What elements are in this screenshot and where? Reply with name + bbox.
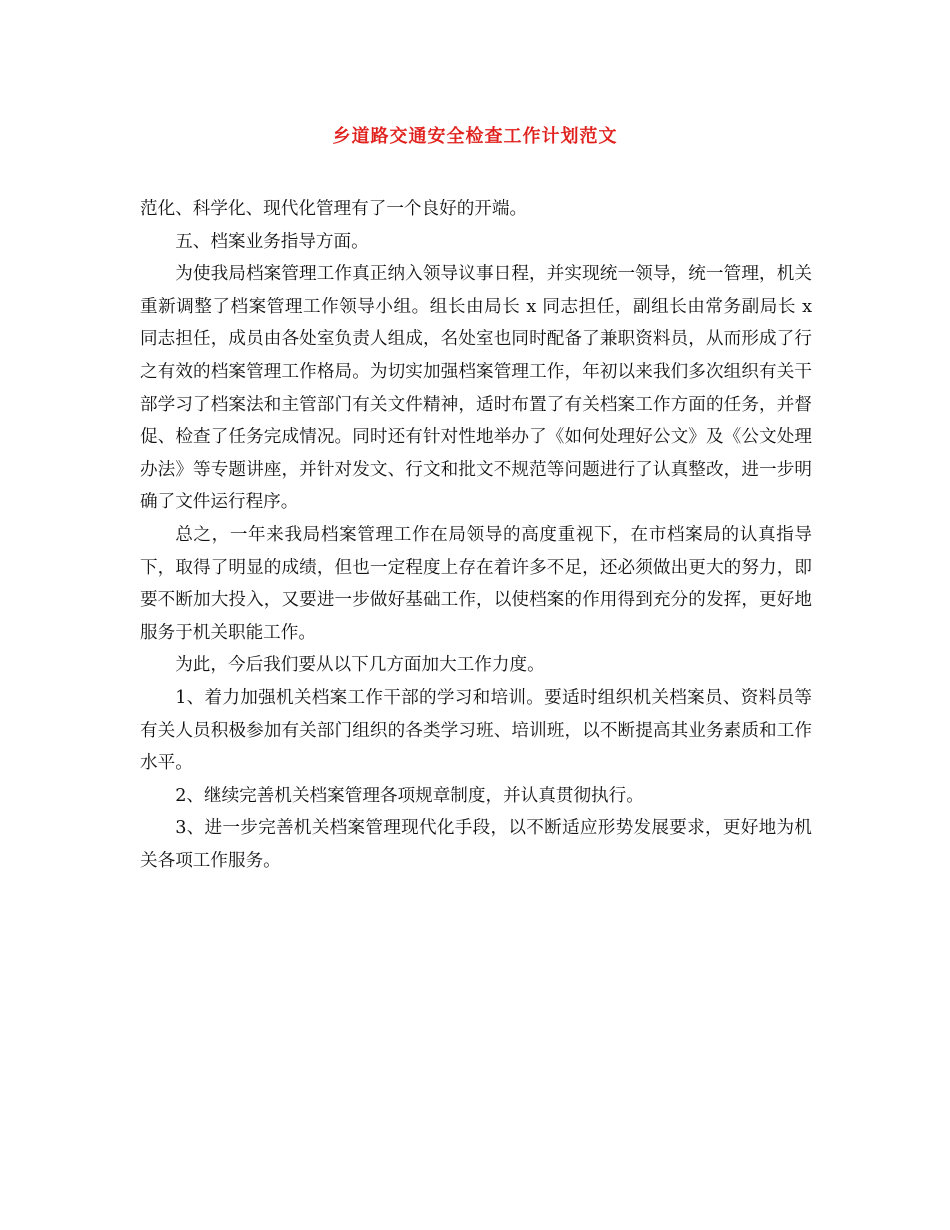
document-body: [140, 193, 812, 877]
document-title: 乡道路交通安全检查工作计划范文: [332, 126, 618, 147]
paragraph-4: 总之，一年来我局档案管理工作在局领导的高度重视下，在市档案局的认真指导下，取得了明显的成绩，但也一定程度上存在着许多不足，还必须做出更大的努力，即要不断加大投入，又要进一步做好基础工作，以使档案的作用得到充分的发挥，更好地服务于机关职能工作。: [140, 524, 812, 643]
paragraph-5: 为此，今后我们要从以下几方面加大工作力度。: [175, 655, 545, 676]
paragraph-1: 范化、科学化、现代化管理有了一个良好的开端。: [140, 199, 528, 219]
paragraph-3: 为使我局档案管理工作真正纳入领导议事日程，并实现统一领导，统一管理，机关重新调整了档案管理工作领导小组。组长由局长 x 同志担任，副组长由常务副局长 x 同志担任，成员由各处室负责人组成，名处室也同时配备了兼职资料员，从而形成了行之有效的档案管理工作格局。为切实加强档案管理工作，年初以来我们多次组织有关干部学习了档案法和主管部门有关文件精神，适时布置了有关档案工作方面的任务，并督促、检查了任务完成情况。同时还有针对性地举办了《如何处理好公文》及《公文处理办法》等专题讲座，并针对发文、行文和批文不规范等问题进行了认真整改，进一步明确了文件运行程序。: [140, 264, 812, 513]
paragraph-7: 2、继续完善机关档案管理各项规章制度，并认真贯彻执行。: [175, 785, 644, 806]
paragraph-6: 1、着力加强机关档案工作干部的学习和培训。要适时组织机关档案员、资料员等有关人员积极参加有关部门组织的各类学习班、培训班，以不断提高其业务素质和工作水平。: [140, 687, 812, 774]
paragraph-2: 五、档案业务指导方面。: [175, 231, 369, 252]
paragraph-8: 3、进一步完善机关档案管理现代化手段，以不断适应形势发展要求，更好地为机关各项工作服务。: [140, 818, 812, 871]
